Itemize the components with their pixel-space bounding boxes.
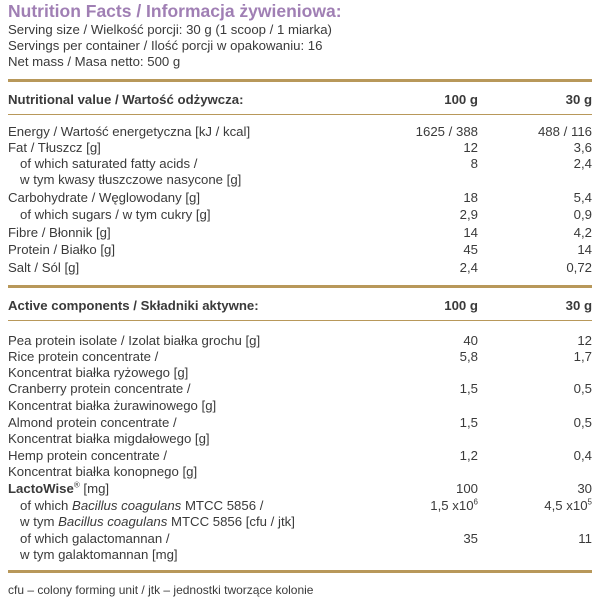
table-row (8, 381, 592, 397)
row-label: Hemp protein concentrate / (8, 448, 168, 463)
row-label: Koncentrat białka żurawinowego [g] (8, 398, 217, 413)
row-value-30g: 11 (578, 531, 592, 546)
label-part: MTCC 5856 / (181, 498, 264, 513)
row-label: Pea protein isolate / Izolat białka grochu [g] (8, 333, 261, 348)
row-label: Koncentrat białka konopnego [g] (8, 464, 198, 479)
row-value-100g: 100 (455, 481, 478, 496)
table-row (8, 207, 592, 223)
row-label: of which saturated fatty acids / (20, 156, 198, 171)
label-part: w tym (20, 514, 59, 529)
table-row (8, 333, 592, 349)
divider-top (8, 79, 592, 82)
row-value-30g: 0,4 (573, 448, 592, 463)
row-value-100g: 1,5 (459, 381, 478, 396)
row-value-30g: 0,5 (573, 381, 592, 396)
table-row (8, 190, 592, 206)
row-label: Koncentrat białka ryżowego [g] (8, 365, 189, 380)
footnote: cfu – colony forming unit / jtk – jednostki tworzące kolonie (8, 583, 314, 597)
row-label (20, 498, 263, 514)
label-part: of which (20, 498, 73, 513)
divider-nutrition (8, 114, 592, 115)
row-label: Fat / Tłuszcz [g] (8, 140, 101, 155)
table-row (8, 415, 592, 431)
divider-middle (8, 285, 592, 288)
table-row (8, 242, 592, 258)
row-label: Almond protein concentrate / (8, 415, 177, 430)
row-label: Salt / Sól [g] (8, 260, 80, 275)
serving-size: Serving size / Wielkość porcji: 30 g (1 scoop / 1 miarka) (8, 22, 332, 37)
row-value-30g: 5,4 (573, 190, 592, 205)
label-part: MTCC 5856 [cfu / jtk] (167, 514, 295, 529)
row-label: Fibre / Błonnik [g] (8, 225, 111, 240)
row-label (20, 514, 295, 530)
nutrition-header (8, 92, 592, 108)
nutrition-header-col2: 30 g (565, 92, 592, 107)
row-label: Energy / Wartość energetyczna [kJ / kcal] (8, 124, 251, 139)
row-value-100g: 14 (463, 225, 478, 240)
row-value-100g: 1,5 (459, 415, 478, 430)
table-row (8, 260, 592, 276)
row-value-30g: 0,72 (566, 260, 592, 275)
table-row-lactowise (8, 481, 592, 497)
row-value-100g: 8 (470, 156, 478, 171)
row-label: of which sugars / w tym cukry [g] (20, 207, 211, 222)
species-name: Bacillus coagulans (58, 514, 168, 529)
row-value-100g: 12 (463, 140, 478, 155)
row-value-100g: 5,8 (459, 349, 478, 364)
nutrition-header-col1: 100 g (444, 92, 478, 107)
lactowise-unit: [mg] (79, 481, 110, 496)
row-label: Cranberry protein concentrate / (8, 381, 191, 396)
row-value-30g: 30 (577, 481, 592, 496)
row-value-100g: 40 (463, 333, 478, 348)
table-row (8, 547, 592, 563)
divider-bottom (8, 570, 592, 573)
table-row (8, 531, 592, 547)
table-row (8, 448, 592, 464)
table-row (8, 124, 592, 140)
value-exponent: 6 (473, 497, 478, 507)
row-value-30g: 3,6 (573, 140, 592, 155)
row-value-30g: 1,7 (573, 349, 592, 364)
table-row (8, 514, 592, 530)
table-row (8, 365, 592, 381)
table-row (8, 172, 592, 188)
species-name: Bacillus coagulans (72, 498, 182, 513)
active-header-label: Active components / Składniki aktywne: (8, 298, 259, 313)
row-value-100g (430, 498, 478, 514)
row-label: w tym galaktomannan [mg] (20, 547, 178, 562)
nutrition-header-label: Nutritional value / Wartość odżywcza: (8, 92, 244, 107)
table-row (8, 398, 592, 414)
row-value-100g: 35 (463, 531, 478, 546)
row-value-30g: 4,2 (573, 225, 592, 240)
lactowise-brand: LactoWise (8, 481, 74, 496)
row-label: Protein / Białko [g] (8, 242, 116, 257)
table-row (8, 498, 592, 514)
registered-mark: ® (73, 480, 80, 490)
row-value-30g: 488 / 116 (537, 124, 592, 139)
row-value-30g: 0,5 (573, 415, 592, 430)
row-label: of which galactomannan / (20, 531, 170, 546)
active-header (8, 298, 592, 314)
divider-active (8, 320, 592, 321)
table-row (8, 140, 592, 156)
value-exponent: 5 (587, 497, 592, 507)
row-value-100g: 2,4 (459, 260, 478, 275)
active-header-col2: 30 g (565, 298, 592, 313)
row-value-100g: 45 (463, 242, 478, 257)
page-title: Nutrition Facts / Informacja żywieniowa: (8, 1, 342, 21)
row-value-30g: 12 (577, 333, 592, 348)
row-value-100g: 2,9 (459, 207, 478, 222)
row-value-30g: 14 (577, 242, 592, 257)
table-row (8, 156, 592, 172)
table-row (8, 349, 592, 365)
row-value-30g (544, 498, 592, 514)
active-header-col1: 100 g (444, 298, 478, 313)
table-row (8, 464, 592, 480)
row-label (8, 481, 109, 497)
row-value-100g: 1625 / 388 (415, 124, 478, 139)
row-label: Rice protein concentrate / (8, 349, 159, 364)
value-base: 1,5 x10 (430, 498, 474, 513)
row-value-30g: 0,9 (573, 207, 592, 222)
table-row (8, 431, 592, 447)
net-mass: Net mass / Masa netto: 500 g (8, 54, 181, 69)
row-value-100g: 18 (463, 190, 478, 205)
row-label: Koncentrat białka migdałowego [g] (8, 431, 210, 446)
row-label: Carbohydrate / Węglowodany [g] (8, 190, 201, 205)
table-row (8, 225, 592, 241)
row-value-30g: 2,4 (573, 156, 592, 171)
row-label: w tym kwasy tłuszczowe nasycone [g] (20, 172, 242, 187)
servings-per-container: Servings per container / Ilość porcji w opakowaniu: 16 (8, 38, 323, 53)
row-value-100g: 1,2 (459, 448, 478, 463)
value-base: 4,5 x10 (544, 498, 588, 513)
